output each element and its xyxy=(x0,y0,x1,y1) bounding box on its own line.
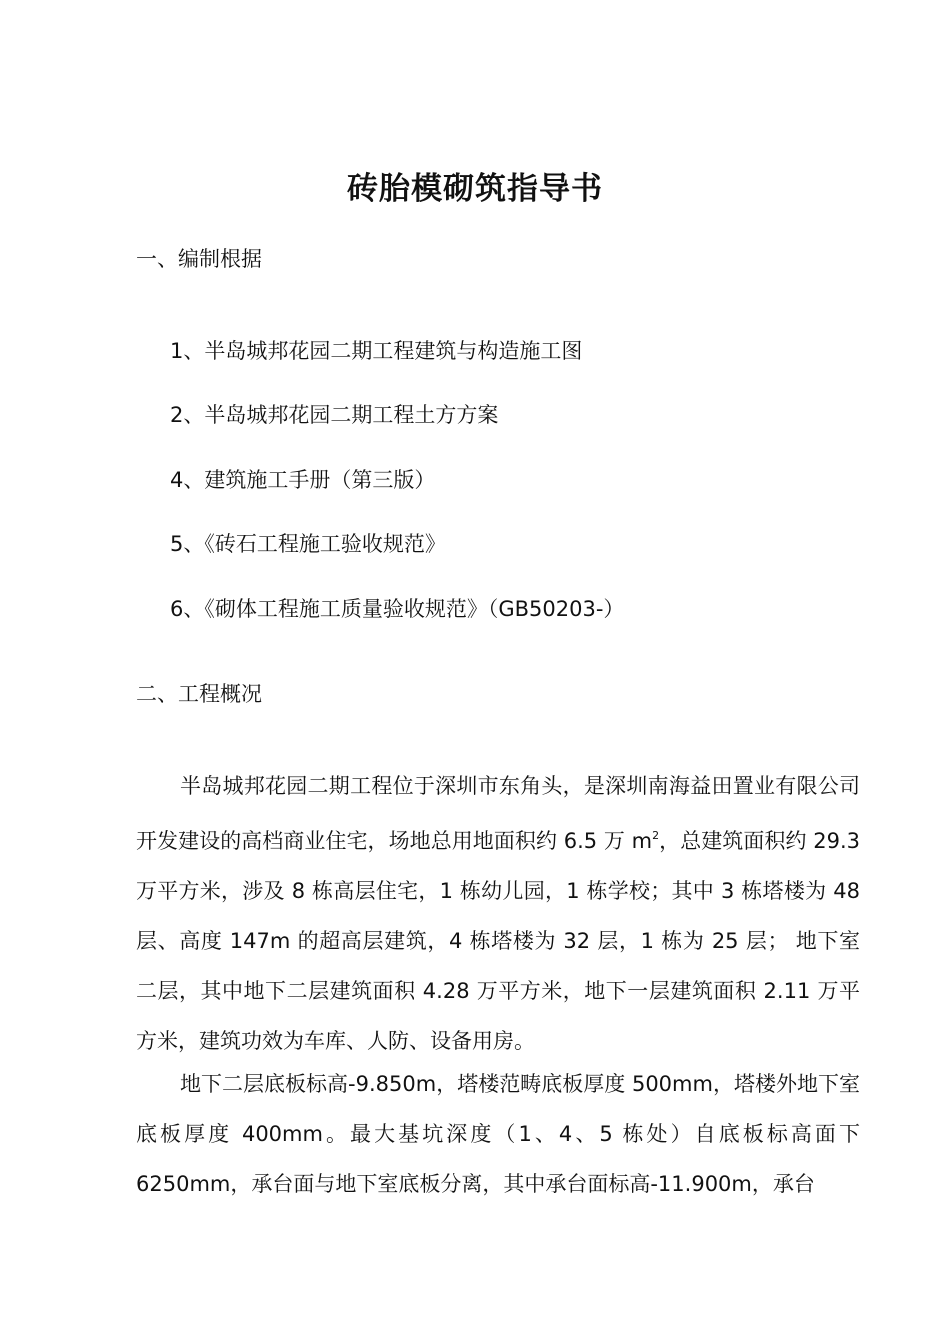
basis-item-2: 2、半岛城邦花园二期工程土方方案 xyxy=(170,403,499,427)
overview-paragraph-2: 地下二层底板标高-9.850m，塔楼范畴底板厚度 500mm，塔楼外地下室底板厚度 400mm。最大基坑深度（1、4、5 栋处）自底板标高面下 6250mm，承台面与地下室底板分离，其中承台面标高-11.900m，承台 xyxy=(136,1072,860,1196)
basis-item-6: 6、《砌体工程施工质量验收规范》（GB50203-） xyxy=(170,597,625,621)
basis-item-1: 1、半岛城邦花园二期工程建筑与构造施工图 xyxy=(170,339,583,363)
basis-item-5: 5、《砖石工程施工验收规范》 xyxy=(170,532,446,556)
overview-paragraph-1 xyxy=(136,761,860,1066)
basis-item-4: 4、建筑施工手册（第三版） xyxy=(170,468,436,492)
overview-paragraph-1-part-b: ，总建筑面积约 29.3 万平方米，涉及 8 栋高层住宅，1 栋幼儿园，1 栋学校；其中 3 栋塔楼为 48 层、高度 147m 的超高层建筑，4 栋塔楼为 32 层，1 栋为 25 层； 地下室二层，其中地下二层建筑面积 4.28 万平方米，地下一层建筑面积 2.11 万平方米，建筑功效为车库、人防、设备用房。 xyxy=(136,829,860,1053)
superscript-2: 2 xyxy=(652,829,660,842)
section-heading-basis: 一、编制根据 xyxy=(136,247,262,271)
section-heading-overview: 二、工程概况 xyxy=(136,682,262,706)
document-title: 砖胎模砌筑指导书 xyxy=(347,171,603,207)
overview-paragraph-1-part-a: 半岛城邦花园二期工程位于深圳市东角头，是深圳南海益田置业有限公司开发建设的高档商业住宅，场地总用地面积约 6.5 万 m xyxy=(136,774,860,853)
